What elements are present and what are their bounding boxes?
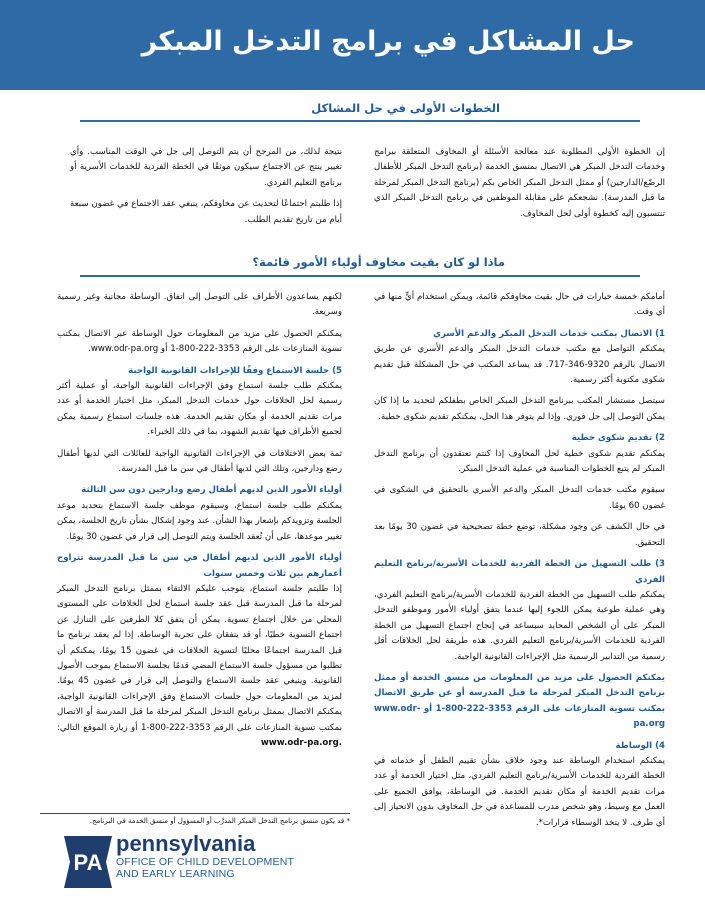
option-1-text: يمكنكم التواصل مع مكتب خدمات التدخل المبكر والدعم الأسري عن طريق الاتصال بالرقم 9320-346-717. قد يساعد المكتب في حل المشكلة قبل تقديم شكوى مكتوبة أكثر رسمية. xyxy=(374,344,665,386)
first-steps-left-column xyxy=(70,145,342,234)
option-1-text-2: سيتصل مستشار المكتب ببرنامج التدخل المبكر الخاص بطفلكم لتحديد ما إذا كان يمكن التوصل إلى حل فوري. وإذا لم يتوفر هذا الحل، يمكنكم تقديم شكوى خطية. xyxy=(374,396,665,422)
logo-mark-text: PA xyxy=(73,850,103,875)
option-4-text: يمكنكم استخدام الوساطة عند وجود خلاف بشأن تقييم الطفل أو خدماته في الخطة الفردية للخدمات الأسرية/برنامج التعليم الفردي، مثل اختيار الخدمة أو عدد مرات تقديم الخدمة أو مكان تقديم الخدمة. في الوساطة، يوافق الجميع على العمل مع وسيط، وهو شخص مدرب للمساعدة في حل المخاوف بدون الانحياز إلى أي طرف. لا يتخذ الوسطاء قرارات*. xyxy=(374,755,665,828)
preschool-heading: أولياء الأمور الذين لديهم أطفال في سن ما قبل المدرسة تتراوح أعمارهم بين ثلاث وخمس سنوات xyxy=(57,553,342,579)
option-3-text: يمكنكم طلب التسهيل من الخطة الفردية للخدمات الأسرية/برنامج التعليم الفردي، وهي عملية طوعية يمكن اللجوء إليها عندما يتفق أولياء الأمور وموظفو التدخل المبكر على أن الشخص المحايد سيساعد في إنجاح اجتماع التسهيل من الخطة الفردية للخدمات الأسرية/برنامج التعليم الفردي. هذه طريقة لحل الخلافات أقل رسمية من التدابير الرسمية مثل الإجراءات القانونية الواجبة. xyxy=(374,589,665,662)
section-title-concerns-remain: ماذا لو كان بقيت مخاوف أولياء الأمور قائمة؟ xyxy=(252,255,505,269)
option-3-heading: 3) طلب التسهيل من الخطة الفردية للخدمات الأسرية/برنامج التعليم الفردي xyxy=(374,559,665,585)
section-divider xyxy=(80,275,640,277)
page-title: حل المشاكل في برامج التدخل المبكر xyxy=(141,26,635,57)
odr-link[interactable]: www.odr-pa.org xyxy=(374,703,665,730)
mediation-more-info: يمكنكم الحصول على مزيد من المعلومات حول الوساطة عبر الاتصال بمكتب تسوية المنازعات على الرقم 3353-222-800-1 أو www.odr-pa.org. xyxy=(57,328,342,355)
odr-link[interactable]: www.odr-pa.org. xyxy=(260,737,342,748)
logo-text xyxy=(116,832,294,880)
first-steps-paragraph-3: إذا طلبتم اجتماعًا لتحديث عن مخاوفكم، ينبغي عقد الاجتماع في غضون سبعة أيام من تاريخ تقديم الطلب. xyxy=(70,199,342,225)
option-2-text-2: سيقوم مكتب خدمات التدخل المبكر والدعم الأسري بالتحقيق في الشكوى في غضون 60 يومًا. xyxy=(374,485,665,511)
first-steps-paragraph: إن الخطوة الأولى المطلوبة عند معالجة الأسئلة أو المخاوف المتعلقة ببرامج وخدمات التدخل المبكر هي الاتصال بمنسق الخدمة (برنامج التدخل المبكر للأطفال الرضّع/الدارجين) أو ممثل التدخل المبكر الخاص بكم (برنامج التدخل المبكر لمرحلة ما قبل المدرسة). نشجعكم على مقابلة الموظفين في برنامج التدخل المبكر الذي تنتسبون إليه كخطوة أولى لحل المخاوف. xyxy=(374,147,665,219)
preschool-text xyxy=(57,582,342,751)
mediation-text-cont: لكنهم يساعدون الأطراف على التوصل إلى اتفاق. الوساطة مجانية وغير رسمية وسريعة. xyxy=(57,292,342,318)
option-5-heading: 5) جلسة الاستماع وفقًا للإجراءات القانونية الواجبة xyxy=(128,365,342,376)
option-5-text-2: ثمة بعض الاختلافات في الإجراءات القانونية الواجبة للعائلات التي لديها أطفال رضع ودارجين، وتلك التي لديها أطفال في سن ما قبل المدرسة. xyxy=(57,448,342,475)
section-divider xyxy=(80,120,640,122)
option-4-heading: 4) الوساطة xyxy=(615,740,665,751)
infants-toddlers-heading: أولياء الأمور الذين لديهم أطفال رضع ودارجين دون سن الثالثة xyxy=(81,485,342,496)
first-steps-paragraph-2: نتيجة لذلك، من المرجح أن يتم التوصل إلى حل في الوقت المناسب. وأي تغيير ينتج عن الاجتماع سيكون موثقًا في الخطة الفردية للخدمات الأسرية أو برنامج التعليم الفردي. xyxy=(70,147,342,188)
options-intro: أمامكم خمسة خيارات في حال بقيت مخاوفكم قائمة، ويمكن استخدام أيٍّ منها في أي وقت. xyxy=(374,292,665,318)
option-2-text: يمكنكم تقديم شكوى خطية لحل المخاوف إذا كنتم تعتقدون أن برنامج التدخل المبكر لم يتبع الخطوات المناسبة في عملية التدخل المبكر. xyxy=(374,448,665,475)
first-steps-right-column xyxy=(374,145,665,228)
option-2-text-3: في حال الكشف عن وجود مشكلة، توضع خطة تصحيحية في غضون 30 يومًا بعد التحقيق. xyxy=(374,522,665,548)
logo-line-1: OFFICE OF CHILD DEVELOPMENT xyxy=(116,856,295,868)
section-title-first-steps: الخطوات الأولى في حل المشاكل xyxy=(311,101,500,115)
infants-toddlers-text: يمكنكم طلب جلسة استماع، وسيقوم موظف جلسة الاستماع بتحديد موعد الجلسة وتزويدكم بإشعار بهذا الشأن. عند وجود إشكال بشأن تاريخ الجلسة، يمكن تغيير موعدها، على أن تُعقد الجلسة ويتم التوصل إلى قرار في غضون 30 يومًا. xyxy=(57,500,342,542)
option-2-heading: 2) تقديم شكوى خطية xyxy=(571,433,665,444)
option-5-text: يمكنكم طلب جلسة استماع وفق الإجراءات القانونية الواجبة، أو عملية أكثر رسمية لحل الخلافات حول خدمات التدخل المبكر، مثل اختيار الخدمة أو عدد مرات تقديم الخدمة أو مكان تقديم الخدمة. هذه جلسات استماع رسمية يمكن لجميع الأطراف فيها تقديم الشهود، بما في ذلك الخبراء. xyxy=(57,381,342,438)
footnote: * قد يكون منسق برنامج التدخل المبكر المدرَّب أو المسؤول أو منسق الخدمة في البرنامج. xyxy=(40,813,350,825)
option-3-more-info-text: يمكنكم الحصول على مزيد من المعلومات من منسق الخدمة أو ممثل برنامج التدخل المبكر لمرحلة ما قبل المدرسة أو عن طريق الاتصال بمكتب تسوية المنازعات على الرقم 3353-222-800-1 أو xyxy=(374,672,666,714)
option-3-more-info xyxy=(374,671,665,733)
options-right-column xyxy=(374,290,665,837)
options-left-column xyxy=(57,290,342,757)
logo-name: pennsylvania xyxy=(116,831,256,856)
preschool-text-body: إذا طلبتم جلسة استماع، يتوجب عليكم الالتقاء بممثل برنامج التدخل المبكر لمرحلة ما قبل المدرسة قبل عقد جلسة استماع لحل الخلافات على المستوى المحلي من خلال اجتماع تسوية. يمكن أن يتفق كلا الطرفين على التنازل عن اجتماع التسوية خطيًا، أو قد يتفقان على تجربة الوساطة. إذا لم يعقد برنامج ما قبل المدرسة اجتماعًا محليًا لتسوية الخلافات في غضون 15 يومًا، يمكنكم أن تطلبوا من مسؤول جلسة الاستماع المضي قدمًا بجلسة الاستماع بموجب الأصول القانونية. وينبغي عقد جلسة الاستماع والتوصل إلى قرار في غضون 45 يومًا. لمزيد من المعلومات حول جلسات الاستماع وفق الإجراءات القانونية الواجبة، يمكنكم الاتصال بممثل برنامج التدخل المبكر لمرحلة ما قبل المدرسة أو الاتصال بمكتب تسوية المنازعات على الرقم 3353-222-800-1 أو زيارة الموقع التالي: xyxy=(57,583,343,733)
logo-line-2: AND EARLY LEARNING xyxy=(116,868,235,880)
title-banner xyxy=(0,0,705,90)
option-1-heading: 1) الاتصال بمكتب خدمات التدخل المبكر والدعم الأسري xyxy=(433,328,665,339)
